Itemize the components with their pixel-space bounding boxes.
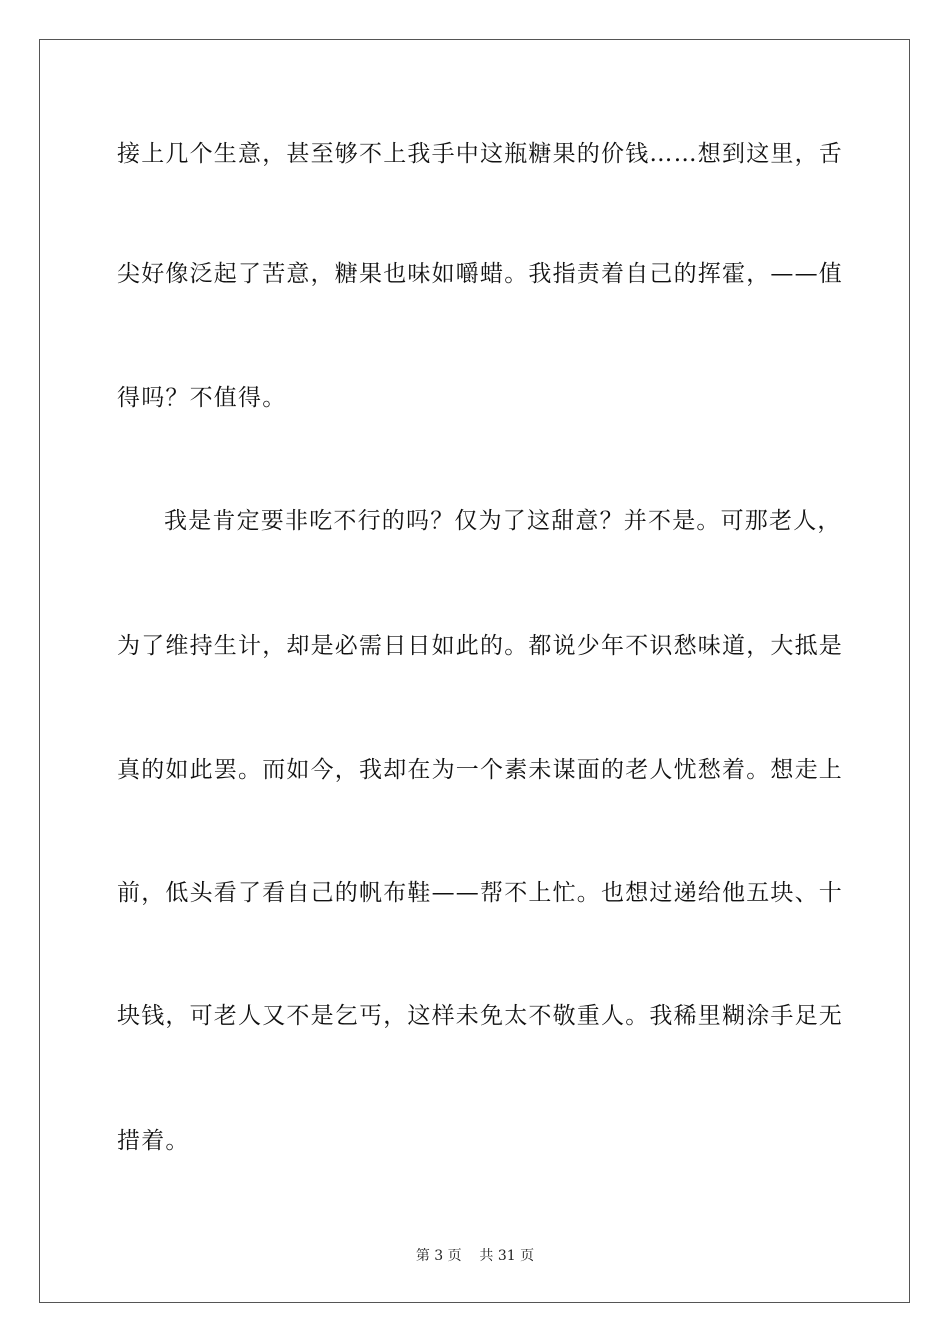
text-line-3: 得吗？不值得。 (117, 385, 287, 411)
text-line-5: 为了维持生计，却是必需日日如此的。都说少年不识愁味道，大抵是 (117, 633, 843, 659)
text-line-6: 真的如此罢。而如今，我却在为一个素未谋面的老人忧愁着。想走上 (117, 757, 843, 783)
text-line-1: 接上几个生意，甚至够不上我手中这瓶糖果的价钱……想到这里，舌 (117, 141, 843, 167)
paragraph-start-line: 我是肯定要非吃不行的吗？仅为了这甜意？并不是。可那老人， (164, 508, 842, 534)
text-line-9: 措着。 (117, 1128, 190, 1154)
text-line-2: 尖好像泛起了苦意，糖果也味如嚼蜡。我指责着自己的挥霍，——值 (117, 261, 843, 287)
text-line-8: 块钱，可老人又不是乞丐，这样未免太不敬重人。我稀里糊涂手足无 (117, 1003, 843, 1029)
page-number-footer: 第 3 页 共 31 页 (415, 1248, 535, 1264)
page-frame (39, 39, 910, 1303)
text-line-7: 前，低头看了看自己的帆布鞋——帮不上忙。也想过递给他五块、十 (117, 880, 843, 906)
